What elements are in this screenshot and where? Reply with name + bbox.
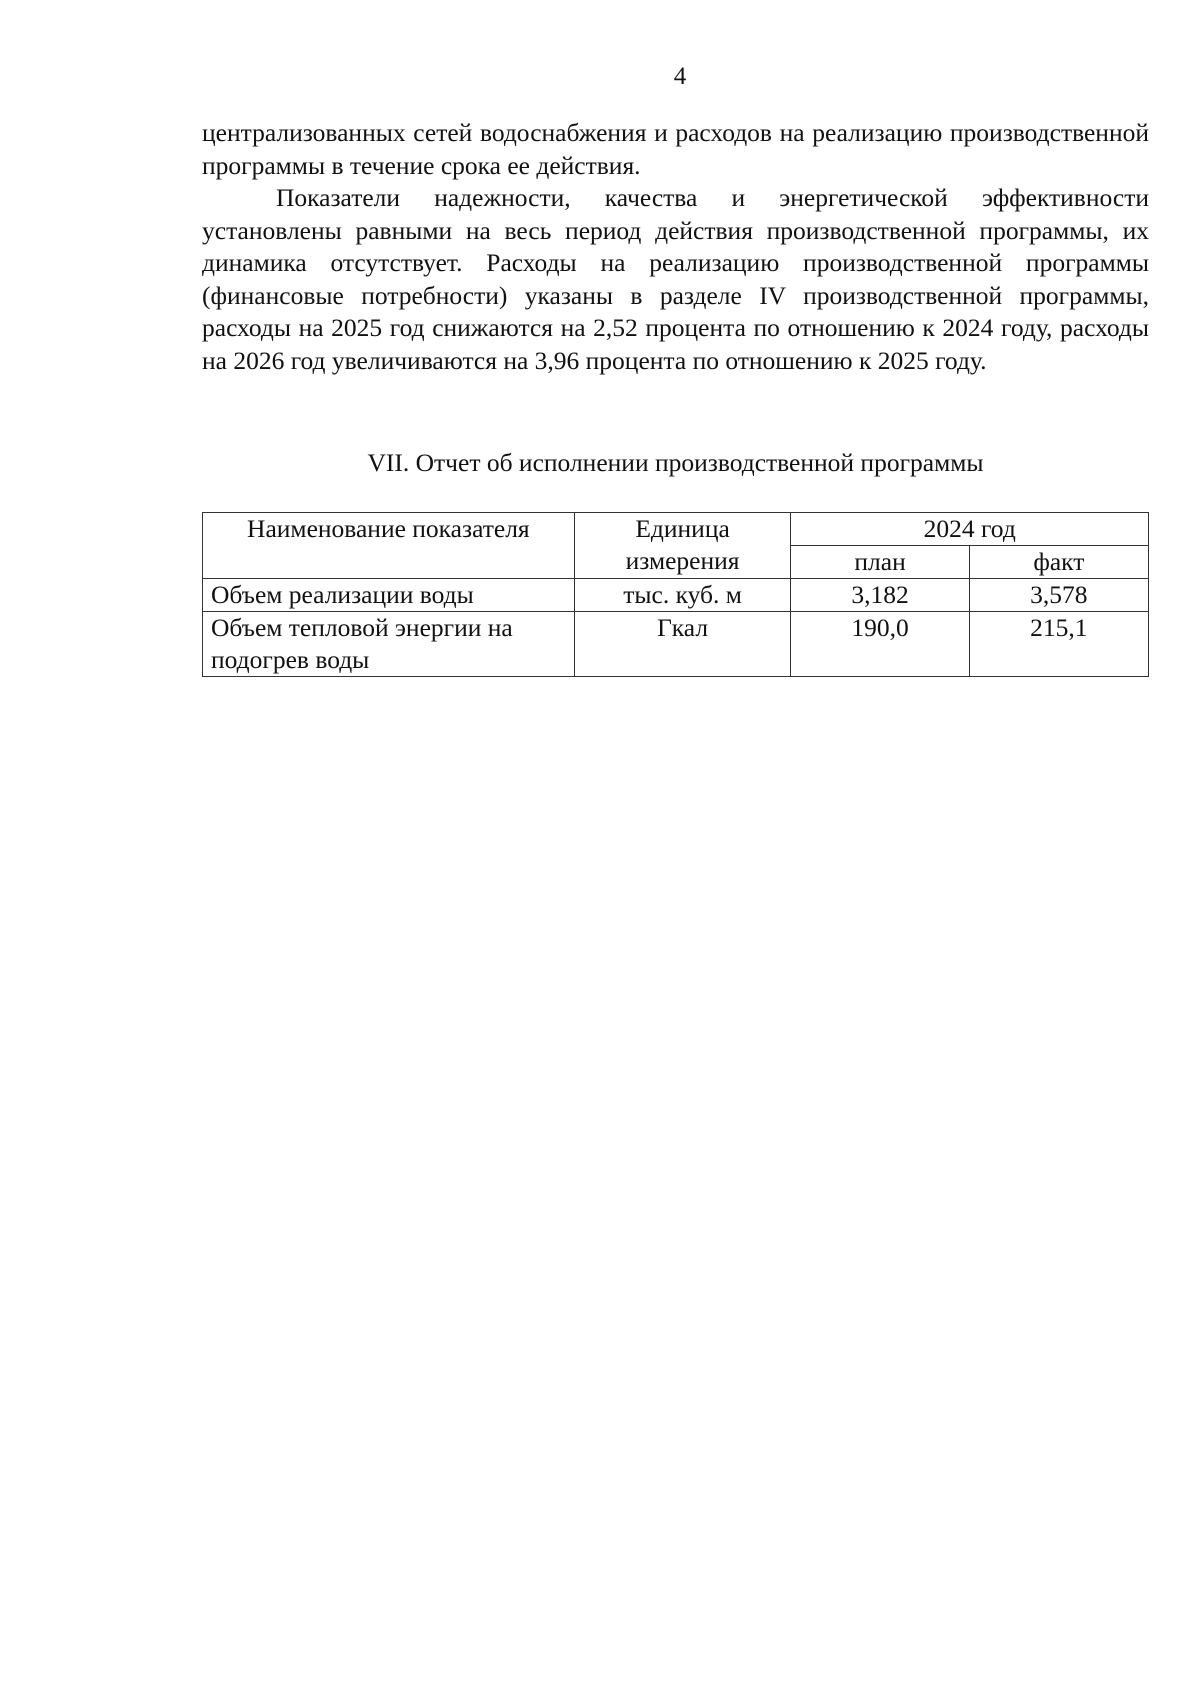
paragraph-indented-text: Показатели надежности, качества и энергетической эффективности установлены равными на весь период действия производственной программы, их динамика отсутствует. Расходы на реализацию производственной программы (финансовые потребности) указаны в разделе IV производственной программы, расходы на 2025 год снижаются на 2,52 процента по отношению к 2024 году, расходы на 2026 год увеличиваются на 3,96 процента по отношению к 2025 году.: [202, 183, 1149, 375]
cell-unit: тыс. куб. м: [574, 579, 791, 612]
header-year: 2024 год: [791, 513, 1149, 546]
table-row: [203, 612, 1149, 677]
paragraph-continued: [202, 117, 1149, 182]
header-fact: факт: [969, 546, 1148, 579]
paragraph-indented: [202, 182, 1149, 378]
header-unit: Единица измерения: [574, 513, 791, 579]
page-number: 4: [673, 63, 687, 90]
table-header: [203, 513, 1149, 579]
table-body: [203, 579, 1149, 677]
section-heading: VII. Отчет об исполнении производственной программы: [367, 448, 984, 477]
cell-indicator-name: Объем реализации воды: [203, 579, 575, 612]
cell-plan: 190,0: [791, 612, 969, 677]
cell-unit: Гкал: [574, 612, 791, 677]
table-header-row: [203, 513, 1149, 546]
cell-plan: 3,182: [791, 579, 969, 612]
header-plan: план: [791, 546, 969, 579]
table-row: [203, 579, 1149, 612]
cell-fact: 3,578: [969, 579, 1148, 612]
cell-fact: 215,1: [969, 612, 1148, 677]
report-table: [202, 512, 1149, 677]
paragraph-continued-text: централизованных сетей водоснабжения и расходов на реализацию производственной программы в течение срока ее действия.: [202, 118, 1149, 180]
cell-indicator-name: Объем тепловой энергии на подогрев воды: [203, 612, 575, 677]
header-indicator-name: Наименование показателя: [203, 513, 575, 579]
